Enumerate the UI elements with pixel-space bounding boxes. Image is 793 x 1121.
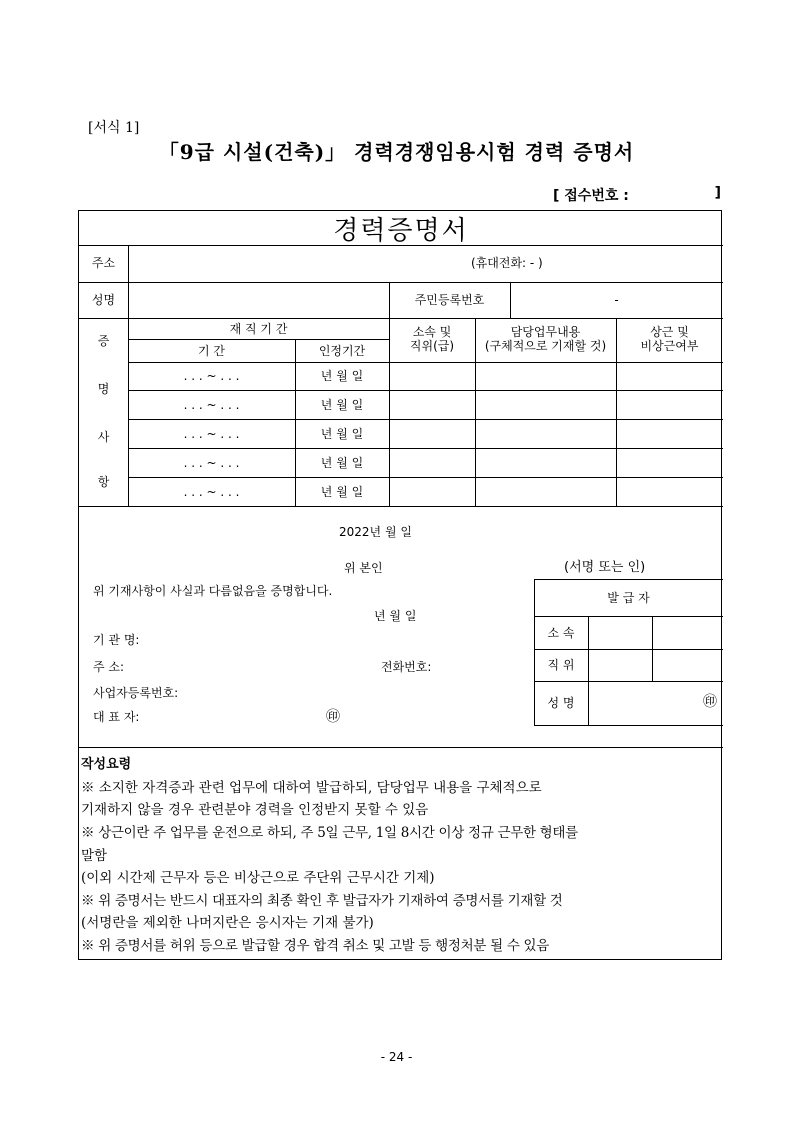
recognized-cell[interactable]: 년 월 일 [320,369,364,383]
recognized-cell[interactable]: 년 월 일 [320,456,364,470]
certificate-form [78,210,722,960]
name-label: 성명 [91,293,116,307]
issuer-title: 발 급 자 [607,591,650,605]
receipt-number [553,185,721,205]
form-title: 경력증명서 [333,216,469,246]
affiliation-header-line2: 직위(급) [409,339,455,353]
representative-label: 대 표 자: [93,710,140,724]
period-subheader: 기 간 [198,344,225,358]
guide-line: ※ 위 증명서를 허위 등으로 발급할 경우 합격 취소 및 고발 등 행정처분 될 수 있음 [81,938,550,954]
divider [79,506,723,507]
guide-line: ※ 위 증명서는 반드시 대표자의 최종 확인 후 발급자가 기재하여 증명서를 기재할 것 [81,893,563,909]
period-cell[interactable]: . . . ~ . . . [183,427,240,441]
divider [128,477,723,478]
divider [389,282,390,506]
rrn-value[interactable]: - [614,293,619,307]
period-cell[interactable]: . . . ~ . . . [183,398,240,412]
address-label: 주소 [91,256,116,270]
guide-line: 기재하지 않을 경우 관련분야 경력을 인정받지 못할 수 있음 [81,802,429,818]
page-number: - 24 - [380,1050,413,1064]
divider [295,339,296,506]
fulltime-header [616,325,723,353]
duty-header [475,325,616,353]
duty-header-line1: 담당업무내용 [510,325,581,339]
rrn-label: 주민등록번호 [414,293,485,307]
divider [79,245,723,246]
receipt-number-label: [ 접수번호 : [553,188,629,204]
proof-label-char: 사 [97,430,110,444]
divider [128,339,389,340]
divider [534,725,723,726]
business-number-label: 사업자등록번호: [93,686,179,700]
applicant-label: 위 본인 [344,561,383,575]
divider [79,747,723,748]
document-title: 「9급 시설(건축)」 경력경쟁임용시험 경력 증명서 [158,140,635,164]
form-number-label: [서식 1] [88,120,140,136]
recognized-cell[interactable]: 년 월 일 [320,398,364,412]
period-cell[interactable]: . . . ~ . . . [183,369,240,383]
certification-statement: 위 기재사항이 사실과 다름없음을 증명합니다. [93,584,333,598]
divider [128,390,723,391]
divider [534,579,723,580]
divider [128,362,723,363]
recognized-period-header: 인정기간 [318,344,366,358]
guide-line: (서명란을 제외한 나머지란은 응시자는 기재 불가) [81,915,374,931]
divider [128,448,723,449]
employment-period-header: 재 직 기 간 [229,322,288,336]
period-cell[interactable]: . . . ~ . . . [183,456,240,470]
proof-label-char: 항 [97,475,110,489]
issuer-seal-mark: ㊞ [703,694,717,710]
issuer-position-label: 직 위 [547,658,575,672]
divider [534,616,723,617]
mobile-phone-field[interactable]: (휴대전화: - ) [471,256,543,270]
affiliation-header [389,325,475,353]
divider [79,282,723,283]
guide-line: ※ 상근이란 주 업무를 운전으로 하되, 주 5일 근무, 1일 8시간 이상 정규 근무한 형태를 [81,825,578,841]
period-cell[interactable]: . . . ~ . . . [183,485,240,499]
org-address-label: 주 소: [93,660,125,674]
affiliation-header-line1: 소속 및 [412,325,452,339]
divider [534,681,723,682]
guide-line: 말함 [81,848,108,864]
certification-date[interactable]: 년 월 일 [374,609,417,623]
fulltime-header-line2: 비상근여부 [640,339,699,353]
divider [588,616,589,725]
recognized-cell[interactable]: 년 월 일 [320,485,364,499]
guide-line: ※ 소지한 자격증과 관련 업무에 대하여 발급하되, 담당업무 내용을 구체적으로 [81,780,542,796]
writing-guide-title: 작성요령 [81,757,132,772]
receipt-number-close: ] [714,185,721,201]
issuer-name-label: 성 명 [547,696,575,710]
divider [534,649,723,650]
recognized-cell[interactable]: 년 월 일 [320,427,364,441]
org-name-label: 기 관 명: [93,633,140,647]
guide-line: (이외 시간제 근무자 등은 비상근으로 주단위 근무시간 기제) [81,870,435,886]
applicant-date[interactable]: 2022년 월 일 [339,525,412,539]
org-phone-label: 전화번호: [381,660,432,674]
seal-mark: ㊞ [326,709,340,725]
signature-placeholder[interactable]: (서명 또는 인) [564,560,646,575]
proof-label-char: 명 [97,382,110,396]
fulltime-header-line1: 상근 및 [650,325,689,339]
divider [128,419,723,420]
divider [652,616,653,681]
issuer-dept-label: 소 속 [547,626,575,640]
divider [79,318,723,319]
duty-header-line2: (구체적으로 기재할 것) [484,339,607,353]
proof-label-char: 증 [97,334,110,348]
